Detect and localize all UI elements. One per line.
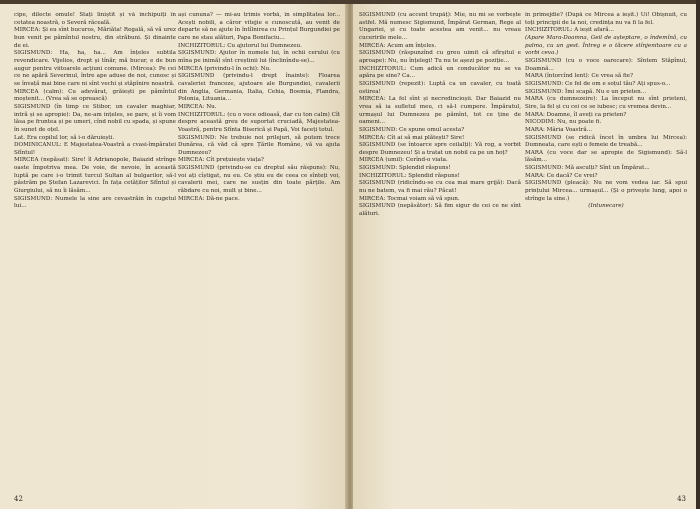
right-page-column-2 — [525, 12, 687, 482]
page-number-left: 42 — [14, 495, 23, 503]
text-paragraph: INCHIZITORUL: A ieșit afară... — [525, 27, 614, 34]
text-paragraph: MARA (cu voce dar se apropie de Sigismund): Să-l lăsăm... — [525, 149, 687, 164]
book-right-edge — [696, 0, 700, 509]
stage-direction: (Intunecare) — [588, 203, 624, 210]
text-paragraph: INCHIZITORUL: Splendid răspuns! — [359, 172, 460, 179]
text-paragraph: SIGISMUND (în timp ce Stibor, un cavaler maghiar, intră și se apropie): Da, ne-am ințeles, se pare, și îi vom lăsa pe fruntea și pe umeri, cînd nobil cu spada, și spune în sunet de oțel. — [14, 103, 176, 133]
text-paragraph: ași cununa? — mi-au trimis vorbă, în simplitatea lor... Acești nobili, a căror vitejie e cunoscută, au venit de departe să ne ajute în întîlnirea cu Prințul Burgundiei pe care ne stau alături, Papa Bonifaciu... — [178, 12, 340, 41]
text-paragraph: MIRCEA: Și eu sînt bucuros, Măriăta! Regală, să vă urez bun venit pe pămîntul nostru, din străbuni. Și dinainte de ei. — [14, 27, 176, 49]
text-paragraph: SIGISMUND: Ha, ha, ha... Am înțeles subtila revendicare. Vijelios, drept și tînăr, mă bucur, e de bun augur pentru viitoarele acțiuni comune. (Mircea): Pe cei ce ne apără Severinul, între ape aduse de noi, cunosc și se învață mai bine care ni sînt vechi și stăpînire noastră. — [14, 50, 176, 87]
text-paragraph: MARA (cu dumnezeire): La început nu sînt prieteni, Sire, la fel și cu cei ce se iubesc; cu vremea devin... — [525, 96, 687, 110]
text-paragraph: MIRCEA (nepăsat): Sire! îl Adrianopole, Baiazid strînge oaste împotriva mea. De voie, de nevoie, în această luptă pe care i-o trimit turcul Sultan al bulgarilor, să-l păstrăm pe Ștefan Lazarevici. În fața cetăților Sfîntul și Giurgiului, să nu îi lăsăm... — [14, 157, 176, 195]
text-paragraph: SIGISMUND: Ce fel de om e soțul tău? Ați spus-o... — [525, 80, 671, 87]
text-paragraph: în primejdie? (După ce Mircea a ieșit.) Ui! Obișnuit, cu toți principii de la noi, credința nu va fi la fel. — [525, 12, 687, 26]
page-number-right: 43 — [677, 495, 686, 503]
text-paragraph: MIRCEA: Dă-ne pace. — [178, 195, 240, 202]
text-paragraph: DOMINICANUL: E Majestatea-Voastră a cvasi-împăratei Sfîntul! — [14, 142, 176, 156]
text-paragraph: MARA (întorcînd lent): Ce vrea să fie? — [525, 73, 633, 80]
text-paragraph: MIRCEA: Nu. — [178, 103, 217, 110]
text-paragraph: SIGISMUND: Splendid răspuns! — [359, 165, 451, 172]
book-top-edge — [0, 0, 700, 4]
text-paragraph: MIRCEA: Cît ai să mai plătești? Sire! — [359, 134, 465, 141]
text-paragraph: SIGISMUND (privindu-l drept înainte): Floarea cavaleriei franceze, ajutoare ale Burgundiei, cavalerii din Anglia, Germania, Italia, Cehia, Boemia, Flandra, Polonia, Lituania... — [178, 73, 340, 103]
left-page-column-2 — [178, 12, 340, 482]
right-page-column-1 — [359, 12, 521, 482]
text-paragraph: MIRCEA (calm): Cu adevărat, grăiești pe pămîntul moștenit... (Vrea să se oprească) — [14, 88, 176, 103]
left-page-column-1 — [14, 12, 176, 482]
text-paragraph: SIGISMUND: Îmi scapă. Nu e un prieten... — [525, 88, 647, 95]
text-paragraph: SIGISMUND (ridicîndu-se cu cea mai mare grijă): Dacă nu ne batem, va fi mai rău? Păcat! — [359, 180, 521, 195]
text-paragraph: NICODIM: Nu, nu poate fi. — [525, 119, 602, 126]
text-paragraph: SIGISMUND: Ajutor în numele lui, în ochii cerului (cu mîna pe inimă) sînt creștinii lui (înclinîndu-se)... — [178, 50, 340, 64]
text-paragraph: MIRCEA (umil): Cerînd-o viata. — [359, 157, 448, 164]
text-paragraph: MIRCEA: Tocmai voiam să vă spun. — [359, 195, 460, 202]
text-paragraph: SIGISMUND (răspunzînd cu greu uimit că sfîrșitul e aproape): Nu, nu înțelegi! Tu nu te așezi pe poziție... — [359, 50, 521, 64]
right-page — [353, 0, 700, 509]
text-paragraph: MARA: Ce dacă? Ce vrei? — [525, 172, 598, 179]
text-paragraph: SIGISMUND (se ridică încet în umbra lui Mircea): Dumneata, care ești o femeie de treabă... — [525, 134, 687, 149]
text-paragraph: MARA: Doamne, îl aveți ca prieten? — [525, 111, 627, 118]
text-paragraph: SIGISMUND (se întoarce spre ceilalți): Vă rog, a vorbit despre Dumnezeu! Și a tratat un nobil ca pe un hoț? — [359, 142, 521, 156]
text-paragraph: cipe, dilecte omule! Stați liniștit și vă închipuiți în cetatea noastră, o Severă răceală. — [14, 12, 176, 26]
text-paragraph: SIGISMUND (nepăsător): Să fim sigur de cei ce ne sînt alături. — [359, 203, 521, 218]
text-paragraph: MIRCEA: Cît prețuiește viața? — [178, 157, 264, 164]
text-paragraph: SIGISMUND (privindu-se cu dreptul său răspuns): Nu, voi ați cîștigat, nu eu. Ce știu eu de ceea ce sînteți voi, cavalerii mei, care ne susțin din toate părțile. Am răbdare cu noi, mult și bine... — [178, 165, 340, 195]
left-page — [0, 0, 347, 509]
stage-direction: (Apare Mara-Doamna, Geil de așteptare, o îndemînă, cu palma, cu un gest. Întreg e o tăcere stînjenitoare cu a vorbi ceva.) — [525, 34, 687, 57]
text-paragraph: INCHIZITORUL: Cu ajutorul lui Dumnezeu. — [178, 42, 302, 49]
text-paragraph: MIRCEA: La fel sînt și necredincioșii. Dar Baiazid nu vrea să ia sufletul meu, ci să-l cumpere. Împăratul, urmașul lui Dumnezeu pe pămînt, tot ce ține de oameni... — [359, 96, 521, 126]
text-paragraph: SIGISMUND (pleacă): Nu ne vom vedea iar. Să spui prințului Mircea... urmașul... (Și o privește lung, apoi o strînge la sine.) — [525, 180, 687, 202]
text-paragraph: SIGISMUND (repezit): Luptă ca un cavaler, cu toată ostirea! — [359, 80, 521, 95]
text-paragraph: MIRCEA (privindu-l în ochi): Nu. — [178, 65, 271, 72]
text-paragraph: SIGISMUND (cu o voce oarecare): Sîntem Stăpînul, Doamnă... — [525, 57, 687, 72]
text-paragraph: MIRCEA: Acum am înțeles. — [359, 42, 437, 49]
text-paragraph: MARA: Mâria Voastră... — [525, 126, 593, 133]
text-paragraph: INCHIZITORUL: (cu o voce odioasă, dar cu ton calm) Cît despre această greu de suportat cruciadă, Majestatea-Voastră, pentru Sfînta Biserică și Papă, Voi faceți totul. — [178, 111, 340, 133]
text-paragraph: SIGISMUND: Mă asculți? Sînt un Împărat... — [525, 165, 650, 172]
text-paragraph: Lat. Era copilul lor, să i-o dăruiești. — [14, 134, 115, 141]
text-paragraph: INCHIZITORUL: Cum adică un conducător nu se va apăra pe sine? Ca... — [359, 65, 521, 80]
text-paragraph: SIGISMUND: Numele la sine are cevastrăin în cugetul lui... — [14, 195, 176, 210]
text-paragraph: SIGISMUND: Ne trebuie noi prilejuri, să putem trece Dunărea, că văd că spre Țările Române, vă va ajuta Dumnezeu? — [178, 134, 340, 156]
text-paragraph: SIGISMUND: Ce spune omul acesta? — [359, 126, 465, 133]
text-paragraph: SIGISMUND (cu accent trupăț): Mie, nu mi se vorbește astfel. Mă numesc Sigismund, Împărat German, Rege al Ungariei, și cu toate acestea am venit... nu vreau cuceririle mele... — [359, 12, 521, 41]
